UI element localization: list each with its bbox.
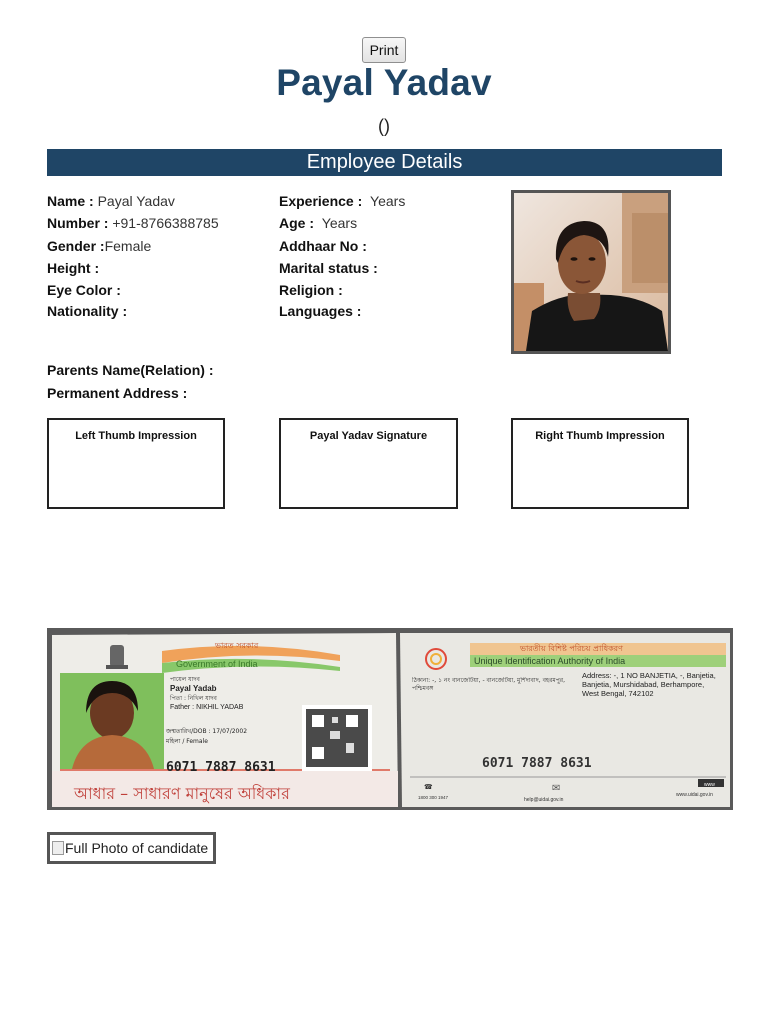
front-father: Father : NIKHIL YADAB	[170, 704, 244, 711]
candidate-name-title: Payal Yadav	[276, 62, 492, 103]
front-gender: মহিলা / Female	[166, 738, 208, 745]
religion-field	[279, 281, 343, 299]
front-aadhaar-number: 6071 7887 8631	[166, 760, 276, 775]
experience-field	[279, 192, 405, 210]
candidate-subtitle: ()	[378, 116, 390, 136]
front-name: Payal Yadab	[170, 684, 217, 693]
candidate-photo-image	[514, 193, 668, 351]
aadhaar-no-label: Addhaar No :	[279, 238, 367, 254]
name-label: Name :	[47, 193, 94, 209]
marital-status-field	[279, 259, 378, 277]
address-field	[47, 384, 187, 402]
front-father-local: পিতা : নিখিল যাদব	[170, 695, 217, 702]
nationality-label: Nationality :	[47, 303, 128, 319]
gender-field	[47, 237, 151, 255]
experience-label: Experience :	[279, 193, 363, 209]
front-govt-local: ভারত সরকার	[215, 641, 259, 650]
full-photo-alt-text: Full Photo of candidate	[65, 840, 209, 856]
age-label: Age :	[279, 215, 314, 231]
right-thumb-impression-label: Right Thumb Impression	[535, 430, 665, 442]
languages-field	[279, 302, 361, 320]
qr-code-icon	[302, 705, 372, 771]
back-aadhaar-number: 6071 7887 8631	[482, 756, 592, 771]
back-authority: Unique Identification Authority of India	[474, 656, 626, 666]
phone-icon: ☎	[424, 784, 433, 791]
left-thumb-impression-box	[47, 418, 225, 509]
employee-details-header: Employee Details	[47, 149, 722, 176]
back-helpline: 1800 300 1947	[418, 795, 449, 800]
marital-status-label: Marital status :	[279, 260, 378, 276]
back-email: help@uidai.gov.in	[524, 797, 564, 803]
languages-label: Languages :	[279, 303, 362, 319]
experience-value: Years	[370, 193, 406, 209]
address-label: Permanent Address :	[47, 385, 188, 401]
back-web: www.uidai.gov.in	[676, 792, 713, 798]
back-address-local: ঠিকানা: -, ১ নং বানজেটিয়া, - বানজেটিয়া, মুর্শিদাবাদ, বহরমপুর, পশ্চিমবঙ্গ	[412, 677, 566, 692]
aadhaar-front	[52, 633, 398, 807]
age-value: Years	[321, 215, 358, 231]
nationality-field	[47, 302, 127, 320]
back-address: Address: -, 1 NO BANJETIA, -, Banjetia, Banjetia, Murshidabad, Berhampore, West Bengal, 742102	[582, 671, 716, 698]
signature-label: Payal Yadav Signature	[309, 430, 428, 442]
gender-label: Gender :	[47, 238, 105, 254]
height-label: Height :	[47, 260, 100, 276]
aadhaar-card-photo	[50, 631, 730, 807]
web-icon: www	[704, 782, 715, 788]
number-value: +91-8766388785	[112, 215, 219, 231]
back-authority-local: ভারতীয় বিশিষ্ট পরিচয় প্রাধিকরণ	[520, 644, 623, 653]
broken-image-icon	[52, 841, 64, 855]
religion-label: Religion :	[279, 282, 343, 298]
candidate-photo	[511, 190, 671, 354]
aadhaar-no-field	[279, 237, 367, 255]
front-name-local: পায়েল যাদব	[170, 676, 200, 683]
front-dob: জন্মতারিখ/DOB : 17/07/2002	[166, 728, 248, 735]
left-thumb-impression-label: Left Thumb Impression	[75, 430, 197, 442]
eye-color-field	[47, 281, 121, 299]
front-slogan: আধার – সাধারণ মানুষের অধিকার	[74, 784, 290, 803]
name-field	[47, 192, 175, 210]
height-field	[47, 259, 99, 277]
parents-field	[47, 361, 213, 379]
right-thumb-impression-box	[511, 418, 689, 509]
age-field	[279, 214, 357, 232]
eye-color-label: Eye Color :	[47, 282, 121, 298]
signature-box	[279, 418, 458, 509]
parents-label: Parents Name(Relation) :	[47, 362, 214, 378]
number-label: Number :	[47, 215, 109, 231]
number-field	[47, 214, 219, 232]
print-button[interactable]: Print	[362, 37, 406, 63]
full-photo-broken-image	[47, 832, 216, 864]
mail-icon: ✉	[552, 783, 561, 794]
aadhaar-card-image	[47, 628, 733, 810]
front-govt-en: Government of India	[176, 659, 258, 669]
gender-value: Female	[104, 238, 152, 254]
aadhaar-back	[400, 633, 730, 807]
name-value: Payal Yadav	[97, 193, 175, 209]
